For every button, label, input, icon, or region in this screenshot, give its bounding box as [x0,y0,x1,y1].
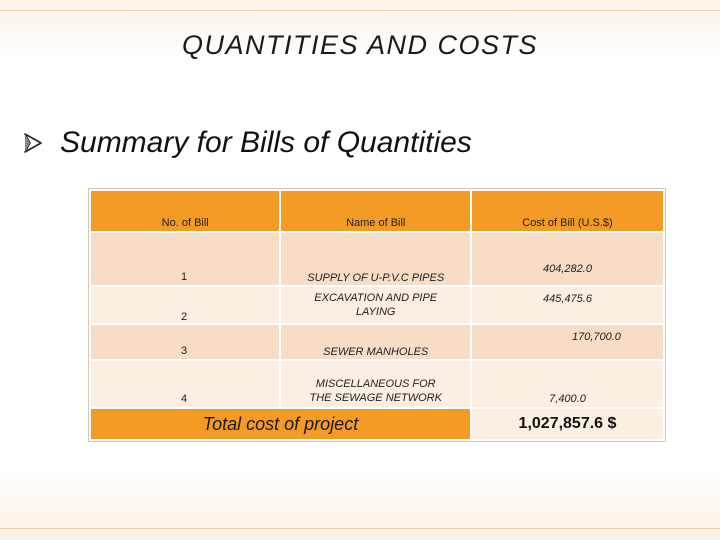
table-row [91,287,663,323]
bill-cost: 445,475.6 [543,293,592,305]
subtitle-row [22,126,472,160]
bill-name: SUPPLY OF U-P.V.C PIPES [307,272,445,284]
slide-title: QUANTITIES AND COSTS [181,30,539,60]
bill-cost: 404,282.0 [543,263,592,275]
slide-subtitle: Summary for Bills of Quantities [60,126,472,159]
table-row [91,361,663,407]
total-row [91,409,663,439]
arrowhead-bullet-icon [22,132,44,154]
table-row [91,325,663,359]
bill-number: 2 [181,311,188,323]
bill-number: 3 [181,345,188,357]
total-value: 1,027,857.6 $ [472,409,663,439]
header-no-of-bill: No. of Bill [91,191,279,231]
bills-table [88,188,666,442]
bill-name: MISCELLANEOUS FOR THE SEWAGE NETWORK [309,378,442,404]
bill-cost: 7,400.0 [549,393,586,405]
bill-name: SEWER MANHOLES [323,346,429,358]
bill-number: 1 [181,271,188,283]
table-header-row [91,191,663,231]
bill-name: EXCAVATION AND PIPE LAYING [314,292,438,318]
bottom-border-line [0,528,720,529]
top-border-line [0,10,720,11]
bill-cost: 170,700.0 [571,331,621,343]
table-row [91,233,663,285]
total-label: Total cost of project [91,409,470,439]
header-cost-of-bill: Cost of Bill (U.S.$) [472,191,663,231]
header-name-of-bill: Name of Bill [281,191,470,231]
bill-number: 4 [181,393,188,405]
